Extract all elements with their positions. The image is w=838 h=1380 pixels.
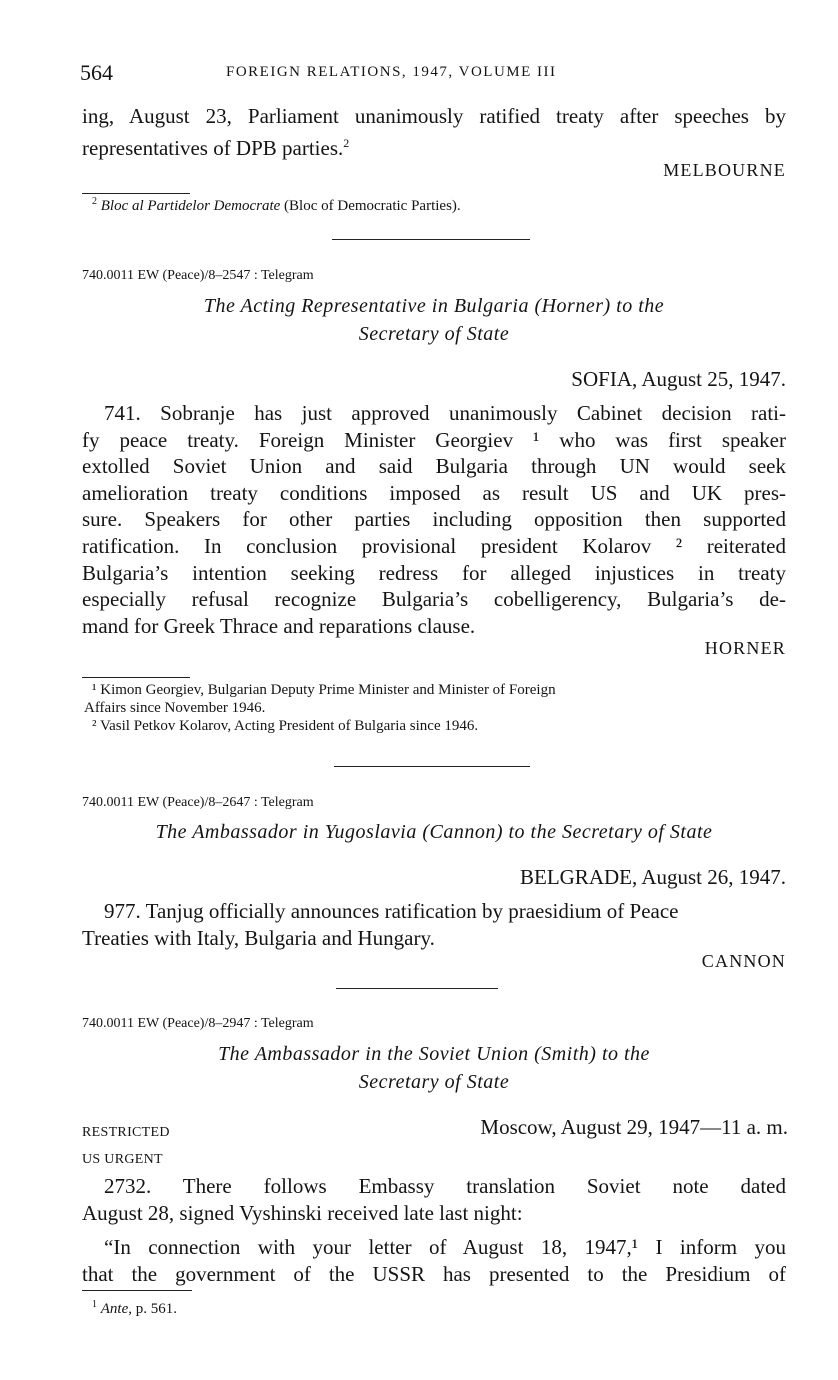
body-line: mand for Greek Thrace and reparations clause. bbox=[82, 613, 476, 638]
body-line: extolled Soviet Union and said Bulgaria through UN would seek bbox=[82, 454, 786, 479]
footnote-dpb bbox=[92, 193, 461, 215]
footnote-divider bbox=[82, 677, 190, 678]
body-line: amelioration treaty conditions imposed as result US and UK pres- bbox=[82, 480, 786, 505]
continuation-text: ing, August 23, Parliament unanimously ratified treaty after speeches by representatives of DPB parties. bbox=[82, 104, 786, 160]
body-line: that the government of the USSR has presented to the Presidium of bbox=[82, 1261, 786, 1286]
body-line: Bulgaria’s intention seeking redress for alleged injustices in treaty bbox=[82, 560, 786, 585]
dateline bbox=[571, 367, 786, 392]
dateline-place: BELGRADE bbox=[519, 865, 632, 889]
file-reference: 740.0011 EW (Peace)/8–2547 : Telegram bbox=[82, 268, 314, 283]
telegram-body bbox=[82, 1173, 786, 1287]
dateline-date: , August 26, 1947. bbox=[631, 865, 786, 889]
footnote-rest: , p. 561. bbox=[128, 1301, 177, 1317]
footnote-kolarov: ² Vasil Petkov Kolarov, Acting President of Bulgaria since 1946. bbox=[92, 718, 479, 734]
footnote-divider bbox=[82, 1290, 192, 1291]
dateline bbox=[520, 865, 786, 890]
heading-line: The Ambassador in Yugoslavia (Cannon) to the Secretary of State bbox=[155, 821, 713, 843]
footnote-marker: 2 bbox=[92, 196, 97, 207]
section-divider bbox=[332, 239, 530, 240]
body-line: ratification. In conclusion provisional president Kolarov ² reiterated bbox=[82, 533, 786, 558]
footnote-line: ¹ Kimon Georgiev, Bulgarian Deputy Prime Minister and Minister of Foreign bbox=[92, 682, 556, 698]
body-line: Treaties with Italy, Bulgaria and Hungary. bbox=[82, 925, 435, 950]
footnote-italic: Bloc al Partidelor Democrate bbox=[100, 198, 281, 214]
footnote-italic: Ante bbox=[100, 1301, 129, 1317]
dateline-place: SOFIA bbox=[571, 367, 632, 391]
body-line: fy peace treaty. Foreign Minister Georgiev ¹ who was first speaker bbox=[82, 427, 786, 452]
label-us-urgent: US URGENT bbox=[82, 1152, 163, 1167]
dateline: Moscow, August 29, 1947—11 a. m. bbox=[480, 1115, 788, 1139]
footnote-rest: (Bloc of Democratic Parties). bbox=[280, 198, 461, 214]
body-line: especially refusal recognize Bulgaria’s cobelligerency, Bulgaria’s de- bbox=[82, 587, 786, 612]
body-line: 977. Tanjug officially announces ratification by praesidium of Peace bbox=[104, 899, 679, 923]
document-heading bbox=[82, 1040, 786, 1096]
body-line: “In connection with your letter of August 18, 1947,¹ I inform you bbox=[104, 1235, 786, 1260]
page-number: 564 bbox=[80, 60, 113, 85]
footnote-marker: 1 bbox=[92, 1299, 97, 1310]
footnote-georgiev bbox=[84, 681, 556, 735]
label-restricted: RESTRICTED bbox=[82, 1125, 170, 1140]
running-title: FOREIGN RELATIONS, 1947, VOLUME III bbox=[226, 64, 557, 80]
continuation-paragraph bbox=[82, 103, 786, 161]
footnote-ante bbox=[92, 1296, 177, 1318]
footnote-line: Affairs since November 1946. bbox=[84, 700, 266, 716]
heading-line: The Ambassador in the Soviet Union (Smith) to the bbox=[218, 1043, 650, 1065]
body-line: sure. Speakers for other parties including opposition then supported bbox=[82, 507, 786, 532]
footnote-ref: 2 bbox=[343, 135, 350, 150]
body-line: 2732. There follows Embassy translation Soviet note dated bbox=[104, 1174, 786, 1198]
heading-line: Secretary of State bbox=[358, 1071, 510, 1093]
telegram-body bbox=[82, 898, 786, 951]
document-heading bbox=[82, 818, 786, 846]
heading-line: Secretary of State bbox=[358, 323, 510, 345]
dateline-date: , August 25, 1947. bbox=[631, 367, 786, 391]
signature-melbourne: MELBOURNE bbox=[663, 160, 786, 180]
heading-line: The Acting Representative in Bulgaria (Horner) to the bbox=[203, 295, 665, 317]
file-reference: 740.0011 EW (Peace)/8–2647 : Telegram bbox=[82, 795, 314, 810]
section-divider bbox=[336, 988, 498, 989]
document-heading bbox=[82, 292, 786, 348]
body-line: August 28, signed Vyshinski received late last night: bbox=[82, 1200, 523, 1225]
file-reference: 740.0011 EW (Peace)/8–2947 : Telegram bbox=[82, 1016, 314, 1031]
section-divider bbox=[334, 766, 530, 767]
signature-horner: HORNER bbox=[704, 638, 786, 658]
telegram-body bbox=[82, 400, 786, 639]
body-line: 741. Sobranje has just approved unanimously Cabinet decision rati- bbox=[104, 401, 786, 425]
signature-cannon: CANNON bbox=[701, 951, 786, 971]
